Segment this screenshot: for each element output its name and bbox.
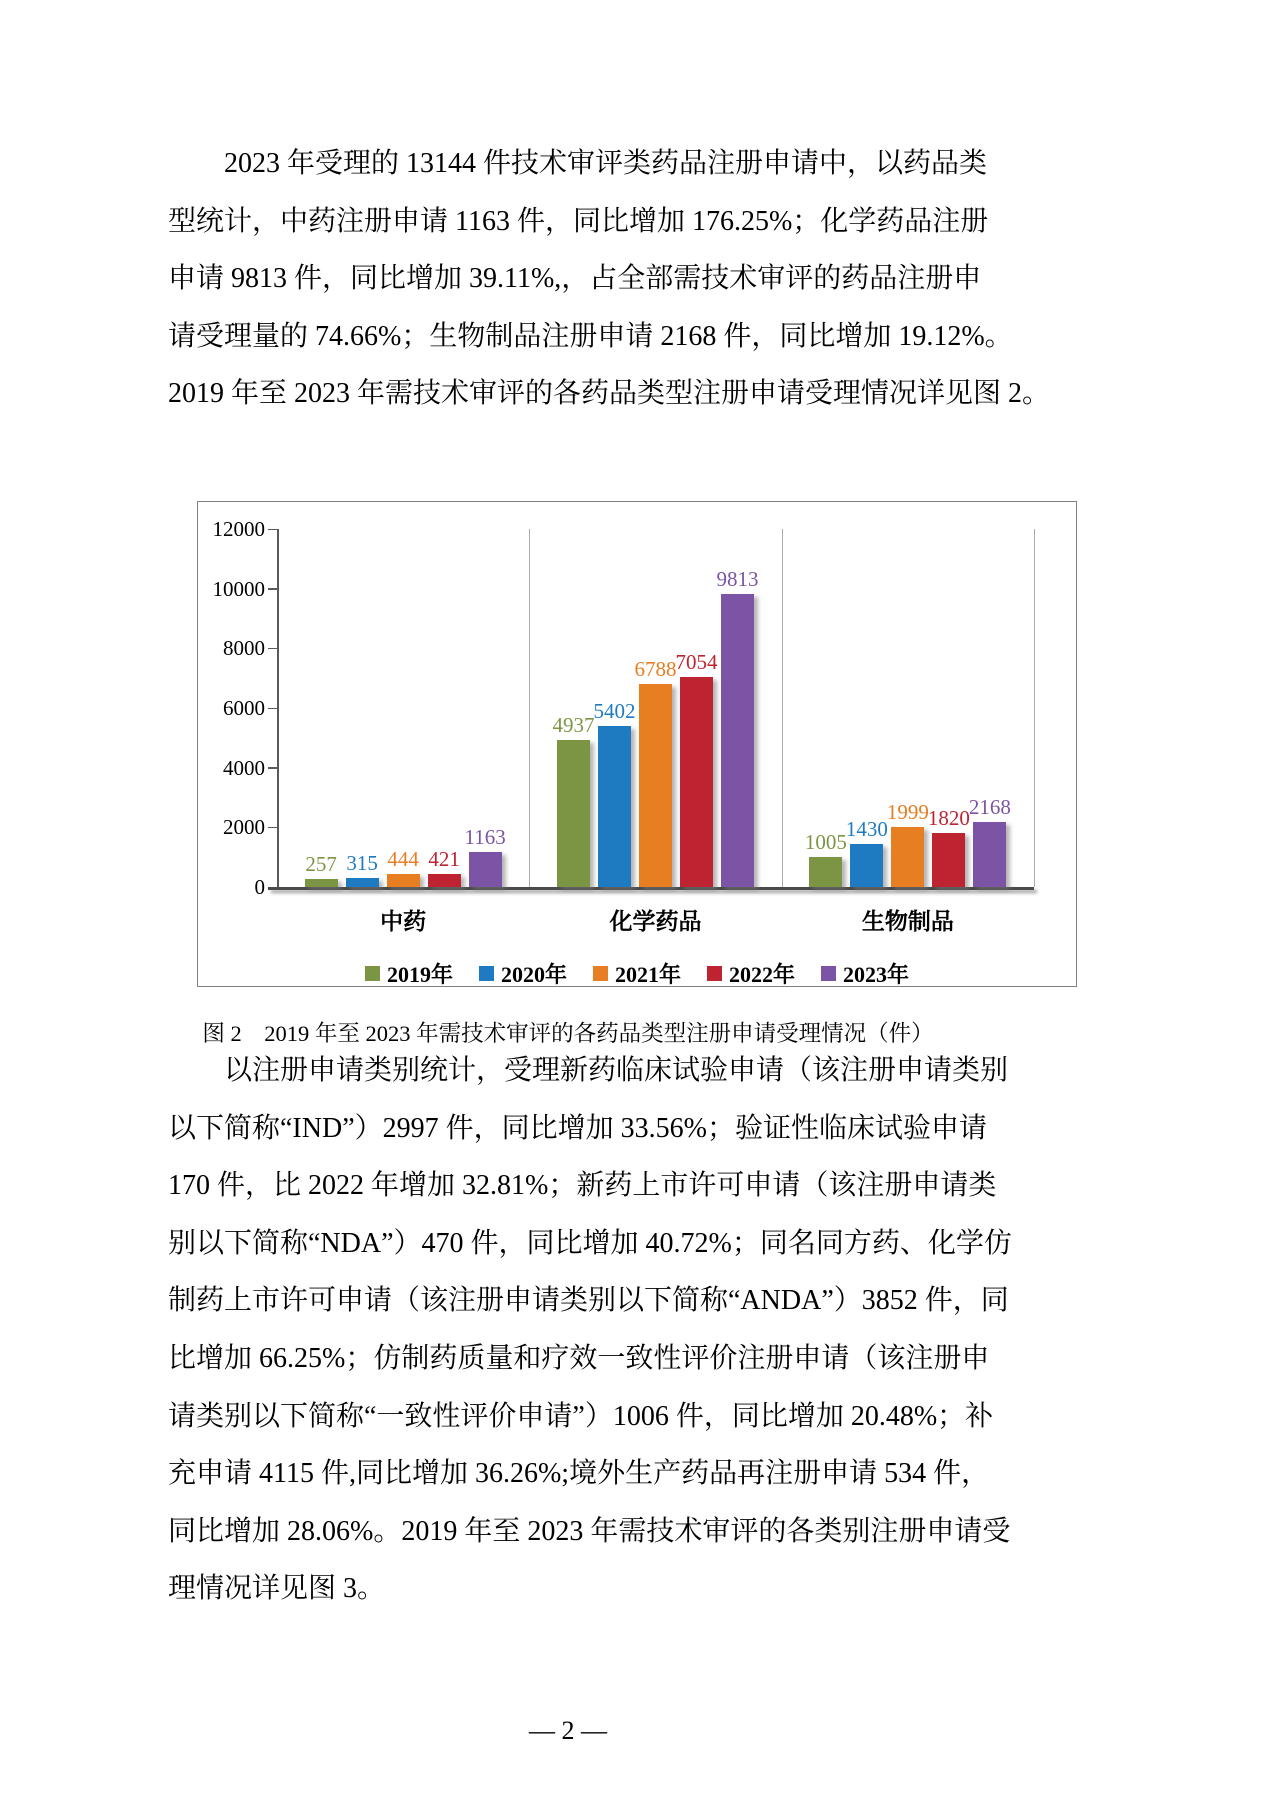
body-text-line: 充申请 4115 件,同比增加 36.26%;境外生产药品再注册申请 534 件， bbox=[168, 1458, 990, 1490]
body-text-line: 申请 9813 件，同比增加 39.11%,，占全部需技术审评的药品注册申 bbox=[168, 263, 982, 295]
body-text-line: 请类别以下简称“一致性评价申请”）1006 件，同比增加 20.48%；补 bbox=[168, 1400, 994, 1432]
legend-label: 2022年 bbox=[729, 961, 796, 987]
figure-chart bbox=[197, 501, 1077, 987]
plot-panel-separator bbox=[529, 529, 530, 887]
figure-caption: 图 2 2019 年至 2023 年需技术审评的各药品类型注册申请受理情况（件） bbox=[202, 1021, 934, 1046]
legend-swatch bbox=[365, 966, 380, 981]
plot-panel-separator bbox=[782, 529, 783, 887]
paragraph-1 bbox=[168, 135, 1051, 423]
y-axis-line bbox=[277, 529, 279, 887]
legend-item bbox=[707, 958, 795, 989]
body-text-line: 制药上市许可申请（该注册申请类别以下简称“ANDA”）3852 件，同 bbox=[168, 1285, 1009, 1317]
legend bbox=[198, 959, 1076, 987]
legend-label: 2020年 bbox=[500, 961, 567, 987]
legend-item bbox=[479, 958, 567, 989]
y-axis-tick-mark bbox=[268, 588, 277, 590]
legend-label: 2019年 bbox=[386, 961, 453, 987]
bar-2022年-化学药品 bbox=[680, 677, 713, 887]
legend-item bbox=[365, 958, 453, 989]
bar-value-label: 421 bbox=[428, 847, 460, 872]
legend-item bbox=[593, 958, 681, 989]
body-text-line: 2019 年至 2023 年需技术审评的各药品类型注册申请受理情况详见图 2。 bbox=[168, 378, 1051, 410]
y-axis-tick-label: 10000 bbox=[212, 576, 265, 601]
bar-2021年-中药 bbox=[387, 874, 420, 887]
legend-swatch bbox=[821, 966, 836, 981]
body-text-line: 同比增加 28.06%。2019 年至 2023 年需技术审评的各类别注册申请受 bbox=[168, 1515, 1011, 1547]
bar-value-label: 5402 bbox=[593, 698, 636, 723]
y-axis-tick-label: 4000 bbox=[223, 755, 265, 780]
bar-2019年-中药 bbox=[305, 879, 338, 887]
y-axis-tick-mark bbox=[268, 767, 277, 769]
bar-value-label: 6788 bbox=[634, 657, 677, 682]
category-label: 化学药品 bbox=[609, 909, 702, 934]
paragraph-2 bbox=[168, 1042, 1012, 1618]
bar-value-label: 1999 bbox=[886, 800, 929, 825]
y-axis-tick-label: 8000 bbox=[223, 636, 265, 661]
y-axis-tick-label: 0 bbox=[254, 875, 265, 899]
bar-2020年-生物制品 bbox=[850, 844, 883, 887]
bar-2020年-化学药品 bbox=[598, 726, 631, 887]
y-axis-tick-mark bbox=[268, 529, 277, 531]
bar-value-label: 2168 bbox=[968, 795, 1011, 820]
legend-swatch bbox=[707, 966, 722, 981]
body-text-line: 型统计，中药注册申请 1163 件，同比增加 176.25%；化学药品注册 bbox=[168, 205, 989, 237]
category-label: 中药 bbox=[380, 909, 427, 934]
y-axis-tick-mark bbox=[268, 708, 277, 710]
bar-2019年-化学药品 bbox=[557, 740, 590, 887]
bar-value-label: 444 bbox=[387, 846, 419, 871]
legend-label: 2021年 bbox=[614, 961, 681, 987]
category-label: 生物制品 bbox=[861, 909, 954, 934]
bar-2019年-生物制品 bbox=[809, 857, 842, 887]
legend-swatch bbox=[479, 966, 494, 981]
legend-swatch bbox=[593, 966, 608, 981]
bar-value-label: 9813 bbox=[716, 567, 759, 592]
bar-value-label: 1163 bbox=[464, 825, 506, 850]
body-text-line: 170 件，比 2022 年增加 32.81%；新药上市许可申请（该注册申请类 bbox=[168, 1170, 997, 1202]
y-axis-tick-label: 6000 bbox=[223, 696, 265, 720]
bar-value-label: 1005 bbox=[804, 830, 847, 855]
page-number: — 2 — bbox=[529, 1716, 607, 1745]
legend-item bbox=[821, 958, 909, 989]
body-text-line: 比增加 66.25%；仿制药质量和疗效一致性评价注册申请（该注册申 bbox=[168, 1342, 990, 1374]
bar-value-label: 7054 bbox=[675, 649, 718, 674]
body-text-line: 请受理量的 74.66%；生物制品注册申请 2168 件，同比增加 19.12%。 bbox=[168, 320, 1013, 352]
bar-2020年-中药 bbox=[346, 878, 379, 887]
bar-2023年-中药 bbox=[469, 852, 502, 887]
body-text-line: 理情况详见图 3。 bbox=[168, 1573, 386, 1605]
y-axis-tick-label: 2000 bbox=[223, 815, 265, 840]
bar-2023年-生物制品 bbox=[973, 822, 1006, 887]
plot-panel-separator bbox=[1034, 529, 1035, 887]
bar-2022年-中药 bbox=[428, 874, 461, 887]
bar-2021年-生物制品 bbox=[891, 827, 924, 887]
body-text-line: 别以下简称“NDA”）470 件，同比增加 40.72%；同名同方药、化学仿 bbox=[168, 1227, 1012, 1259]
bar-value-label: 257 bbox=[305, 852, 337, 877]
bar-value-label: 4937 bbox=[552, 712, 595, 737]
bar-value-label: 1820 bbox=[927, 805, 970, 830]
bar-value-label: 1430 bbox=[845, 817, 888, 842]
body-text-line: 2023 年受理的 13144 件技术审评类药品注册申请中，以药品类 bbox=[224, 148, 988, 179]
x-axis-line bbox=[268, 887, 1034, 890]
bar-2022年-生物制品 bbox=[932, 833, 965, 887]
bar-2023年-化学药品 bbox=[721, 594, 754, 887]
bar-2021年-化学药品 bbox=[639, 684, 672, 887]
body-text-line: 以注册申请类别统计，受理新药临床试验申请（该注册申请类别 bbox=[224, 1055, 1009, 1086]
y-axis-tick-mark bbox=[268, 648, 277, 650]
body-text-line: 以下简称“IND”）2997 件，同比增加 33.56%；验证性临床试验申请 bbox=[168, 1112, 987, 1144]
y-axis-tick-label: 12000 bbox=[212, 517, 265, 541]
legend-label: 2023年 bbox=[843, 961, 910, 987]
bar-value-label: 315 bbox=[346, 850, 378, 875]
y-axis-tick-mark bbox=[268, 827, 277, 829]
